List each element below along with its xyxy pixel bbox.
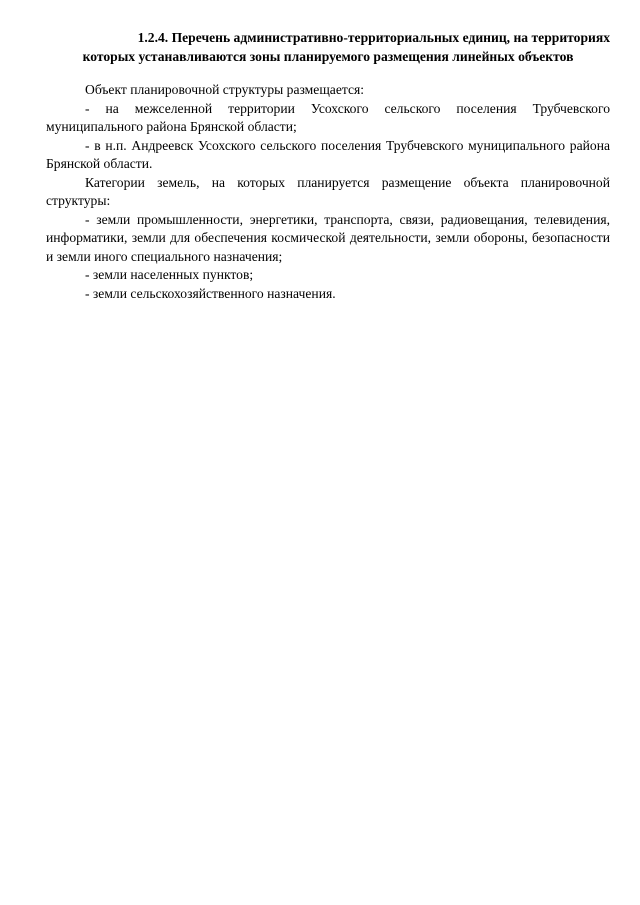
heading-line-2: которых устанавливаются зоны планируемого размещения линейных объектов [82, 49, 574, 64]
paragraph-land-agricultural: - земли сельскохозяйственного назначения. [85, 285, 336, 301]
paragraph-location-andreevsk: - в н.п. Андреевск Усохского сельского поселения Трубчевского муниципального района Брянской области. [46, 137, 610, 171]
section-heading [46, 28, 610, 66]
document-page [46, 28, 610, 303]
paragraph-land-settlements: - земли населенных пунктов; [85, 267, 254, 282]
paragraph-location-intersettlement: - на межселенной территории Усохского сельского поселения Трубчевского муниципального района Брянской области; [46, 100, 610, 134]
paragraph-land-industry: - земли промышленности, энергетики, транспорта, связи, радиовещания, телевидения, информатики, земли для обеспечения космической деятельности, земли обороны, безопасности и земли иного специального назначения; [46, 211, 610, 264]
heading-line-1: 1.2.4. Перечень административно-территориальных единиц, на территориях [137, 30, 610, 45]
paragraph-land-categories-intro: Категории земель, на которых планируется размещение объекта планировочной структуры: [46, 174, 610, 208]
paragraph-intro: Объект планировочной структуры размещается: [85, 82, 365, 97]
section-body [46, 81, 610, 303]
